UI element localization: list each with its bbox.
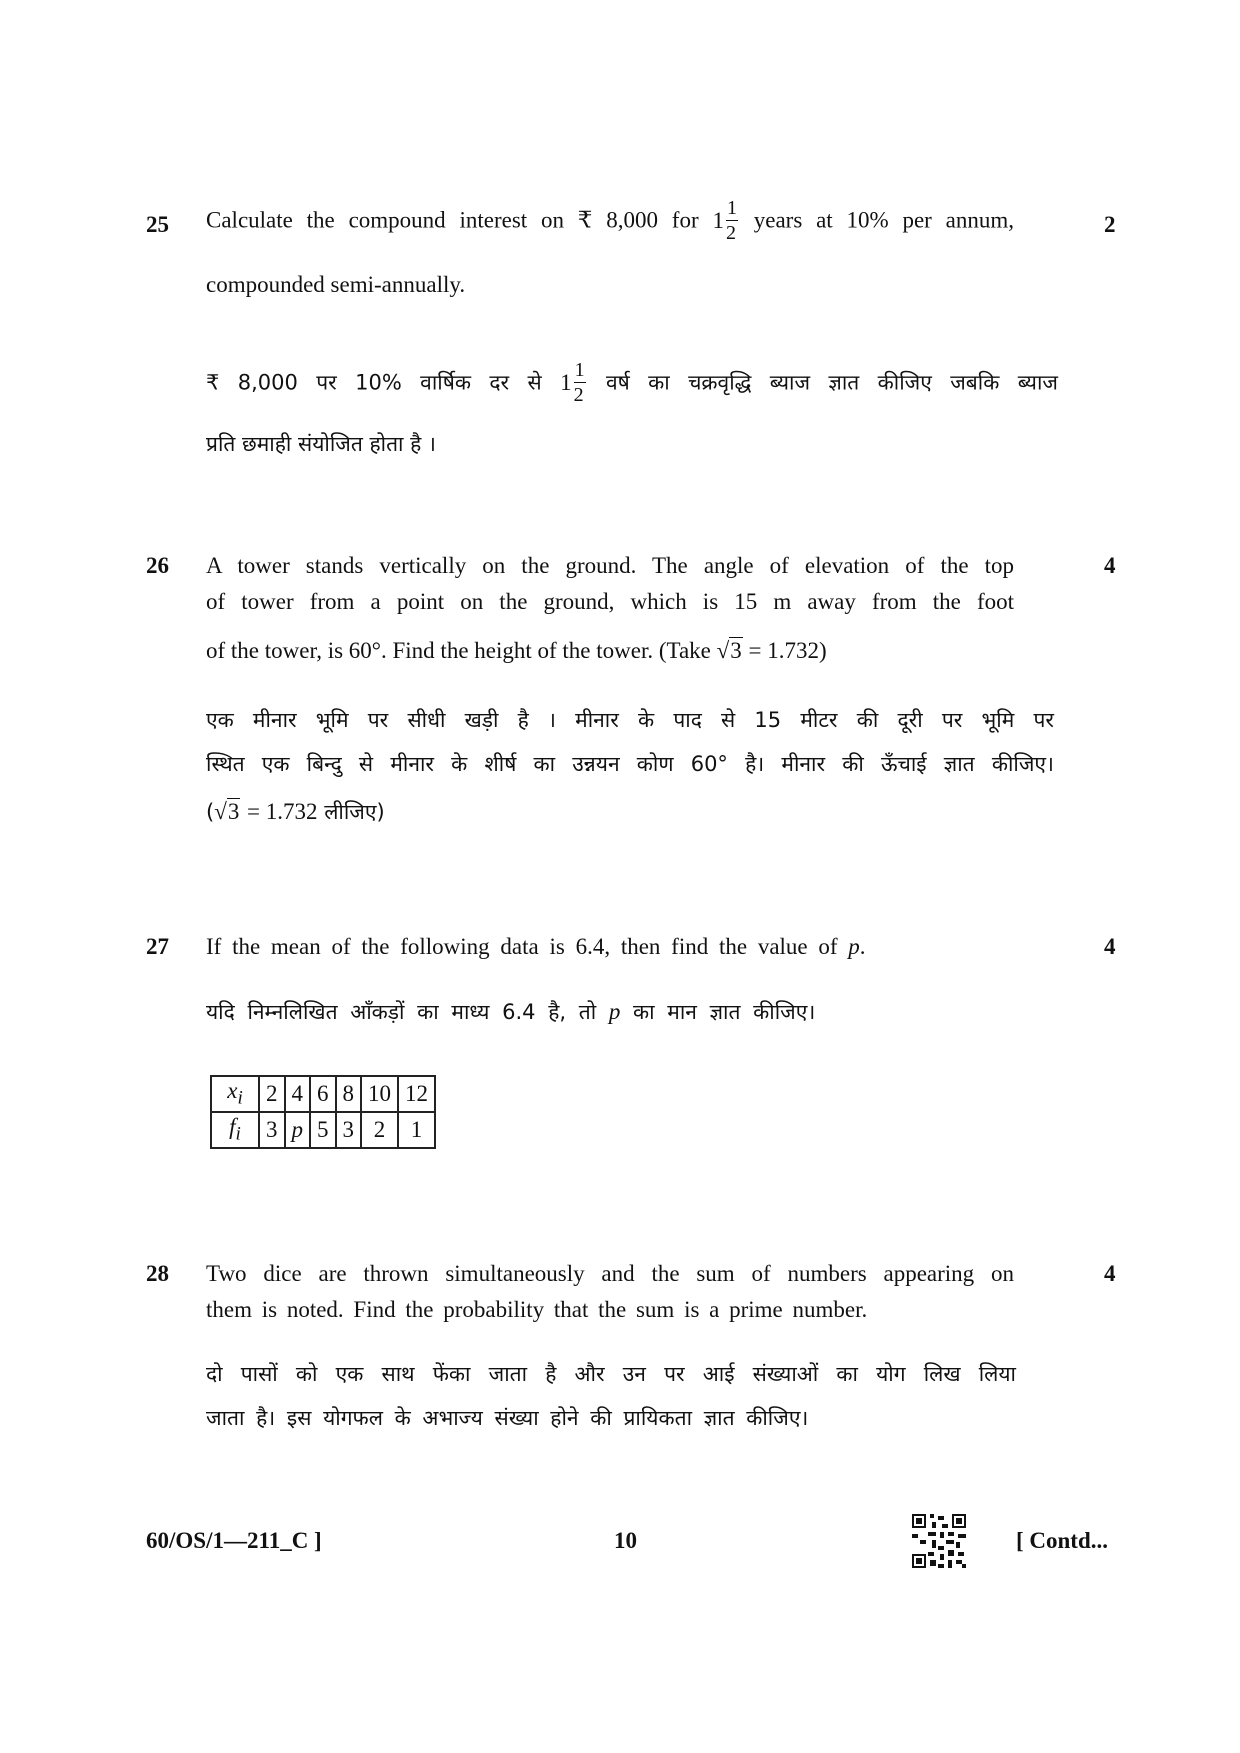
- data-table: [210, 1075, 436, 1149]
- question-number: 27: [146, 934, 169, 959]
- question-text-en-line2: of tower from a point on the ground, which is 15 m away from the foot: [206, 589, 1014, 614]
- table-cell: 4: [285, 1076, 311, 1112]
- question-marks: 4: [1104, 934, 1116, 959]
- question-marks: 4: [1104, 1261, 1116, 1286]
- table-cell: 12: [398, 1076, 435, 1112]
- table-cell: p: [285, 1112, 311, 1148]
- question-text-hi: ₹ 8,000 पर 10% वार्षिक दर से 1 $\frac{1}{2}$ वर्ष का चक्रवृद्धि ब्याज ज्ञात कीजिए जबकि ब्याज: [206, 359, 1058, 406]
- continued-label: [ Contd...: [1016, 1528, 1109, 1553]
- table-row-header: $f_i$: [211, 1112, 259, 1148]
- question-number: 26: [146, 553, 169, 578]
- table-cell: 6: [310, 1076, 336, 1112]
- question-text-en-line1: Two dice are thrown simultaneously and the sum of numbers appearing on: [206, 1261, 1014, 1286]
- square-root: √3: [716, 638, 742, 663]
- question-text-en-line2: compounded semi-annually.: [206, 272, 466, 297]
- table-cell: 5: [310, 1112, 336, 1148]
- table-row: [211, 1076, 435, 1112]
- table-cell: 2: [361, 1112, 398, 1148]
- question-number: 28: [146, 1261, 169, 1286]
- question-text-hi-line2: स्थित एक बिन्दु से मीनार के शीर्ष का उन्नयन कोण 60° है। मीनार की ऊँचाई ज्ञात कीजिए।: [206, 752, 1054, 776]
- question-text-hi-line1: दो पासों को एक साथ फेंका जाता है और उन पर आई संख्याओं का योग लिख लिया: [206, 1362, 1016, 1386]
- subscript-index: i: [237, 1087, 243, 1109]
- table-cell: 3: [259, 1112, 285, 1148]
- question-text-en-line1: A tower stands vertically on the ground. The angle of elevation of the top: [206, 553, 1014, 578]
- question-text-hi-line2: प्रति छमाही संयोजित होता है ।: [206, 432, 436, 456]
- table-cell: 3: [336, 1112, 362, 1148]
- page-number: 10: [614, 1528, 637, 1553]
- table-cell: 1: [398, 1112, 435, 1148]
- qr-code-icon: [912, 1514, 966, 1568]
- table-row: [211, 1112, 435, 1148]
- question-text-hi-line3: (√3 = 1.732 लीजिए): [206, 799, 385, 824]
- question-marks: 2: [1104, 212, 1116, 237]
- table-cell: 10: [361, 1076, 398, 1112]
- question-number: 25: [146, 212, 169, 237]
- table-row-header: $x_i$: [211, 1076, 259, 1112]
- subscript-index: i: [235, 1123, 241, 1145]
- question-text-hi-line1: एक मीनार भूमि पर सीधी खड़ी है । मीनार के पाद से 15 मीटर की दूरी पर भूमि पर: [206, 708, 1054, 732]
- paper-code: 60/OS/1—211_C ]: [146, 1528, 322, 1553]
- table-cell: 2: [259, 1076, 285, 1112]
- square-root: √3: [214, 799, 240, 824]
- question-marks: 4: [1104, 553, 1116, 578]
- question-text-en-line3: of the tower, is 60°. Find the height of the tower. (Take √3 = 1.732): [206, 638, 827, 663]
- question-text-hi: यदि निम्नलिखित आँकड़ों का माध्य 6.4 है, तो p का मान ज्ञात कीजिए।: [206, 999, 816, 1024]
- question-text-hi-line2: जाता है। इस योगफल के अभाज्य संख्या होने की प्रायिकता ज्ञात कीजिए।: [206, 1406, 809, 1430]
- mixed-fraction: 1 $\frac{1}{2}$: [560, 359, 585, 406]
- mixed-fraction: 1 $\frac{1}{2}$: [712, 197, 737, 244]
- question-text-en: If the mean of the following data is 6.4, then find the value of p.: [206, 934, 866, 959]
- table-cell: 8: [336, 1076, 362, 1112]
- question-text-en: Calculate the compound interest on ₹ 8,000 for 1 $\frac{1}{2}$ years at 10% per annum,: [206, 197, 1014, 244]
- question-text-en-line2: them is noted. Find the probability that the sum is a prime number.: [206, 1297, 868, 1322]
